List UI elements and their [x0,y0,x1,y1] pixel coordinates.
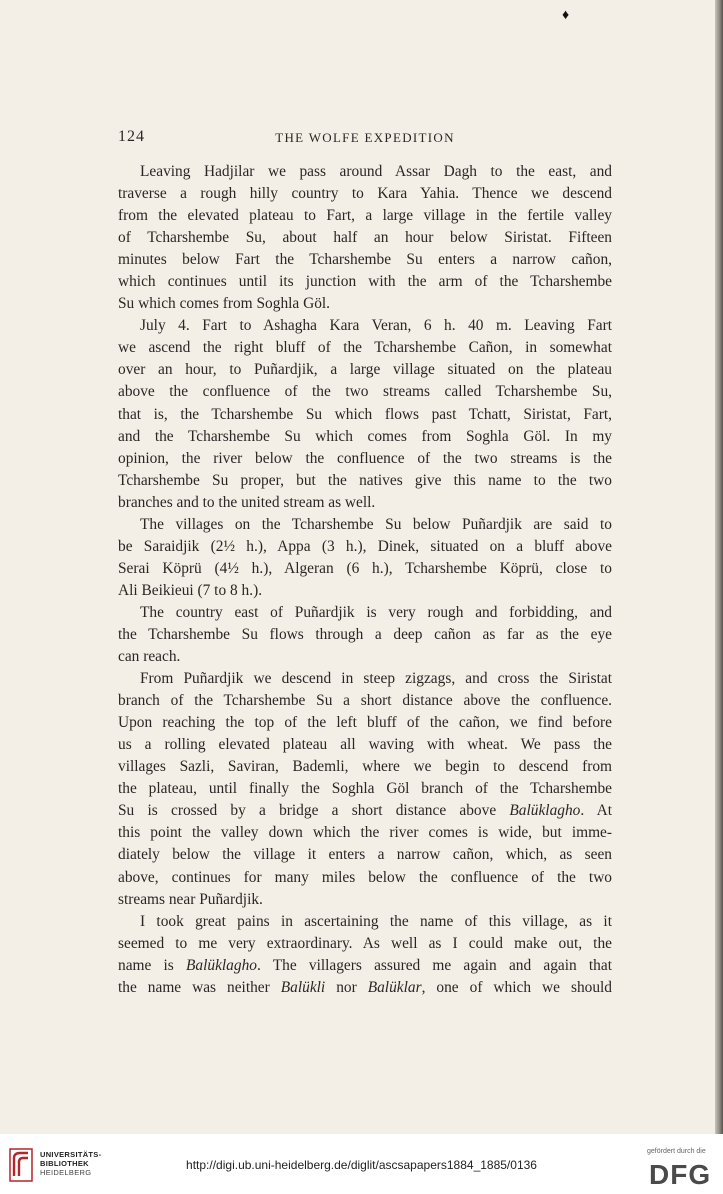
text-line: from the elevated plateau to Fart, a large village in the fertile valley [118,207,612,225]
text-line: villages Sazli, Saviran, Bademli, where we begin to descend from [118,758,612,776]
text-line: Serai Köprü (4½ h.), Algeran (6 h.), Tcharshembe Köprü, close to [118,559,612,577]
text-line: diately below the village it enters a narrow cañon, which, as seen [118,846,612,864]
library-name-line-3: HEIDELBERG [40,1168,92,1177]
text-line: seemed to me very extraordinary. As well as I could make out, the [118,934,612,952]
text-line: above the confluence of the two streams called Tcharshembe Su, [118,383,612,401]
dfg-logo-text: DFG [649,1159,712,1187]
text-line: branch of the Tcharshembe Su a short distance above the confluence. [118,692,612,710]
running-head [118,128,612,150]
funding-note: gefördert durch die [647,1148,706,1155]
paragraph [118,315,612,513]
page-number: 124 [118,128,145,145]
text-line: The country east of Puñardjik is very rough and forbidding, and [140,603,612,621]
text-line: we ascend the right bluff of the Tcharshembe Cañon, in somewhat [118,339,612,357]
text-line: branches and to the united stream as well. [118,493,376,511]
paragraph [118,911,612,999]
paragraph [118,602,612,668]
paragraph [118,514,612,602]
text-line: above, continues for many miles below the confluence of the two [118,868,612,886]
text-line: Tcharshembe Su proper, but the natives give this name to the two [118,471,612,489]
text-line: us a rolling elevated plateau all waving with wheat. We pass the [118,736,612,754]
page-edge-shadow [715,0,723,1134]
text-line: From Puñardjik we descend in steep zigzags, and cross the Siristat [140,670,612,688]
text-line: over an hour, to Puñardjik, a large village situated on the plateau [118,361,612,379]
library-name-line-1: UNIVERSITÄTS- [40,1150,102,1159]
text-line: Ali Beikieui (7 to 8 h.). [118,581,263,599]
paragraph [118,668,612,911]
text-line: the plateau, until finally the Soghla Göl branch of the Tcharshembe [118,780,612,798]
text-line: minutes below Fart the Tcharshembe Su enters a narrow cañon, [118,251,612,269]
text-line: which continues until its junction with the arm of the Tcharshembe [118,273,612,291]
text-line: Su is crossed by a bridge a short distance above Balüklagho. At [118,802,612,820]
text-line: Su which comes from Soghla Göl. [118,295,331,313]
text-line: this point the valley down which the river comes is wide, but imme- [118,824,612,842]
text-line: be Saraidjik (2½ h.), Appa (3 h.), Dinek, situated on a bluff above [118,537,612,555]
paragraph [118,161,612,315]
text-line: of Tcharshembe Su, about half an hour below Siristat. Fifteen [118,229,612,247]
text-line: Upon reaching the top of the left bluff of the cañon, we find before [118,714,612,732]
text-line: traverse a rough hilly country to Kara Yahia. Thence we descend [118,185,612,203]
text-line: and the Tcharshembe Su which comes from Soghla Göl. In my [118,427,612,445]
body-text [118,161,612,999]
dfg-logo-icon[interactable] [648,1159,714,1187]
text-line: name is Balüklagho. The villagers assured me again and again that [118,956,612,974]
text-line: streams near Puñardjik. [118,890,263,908]
text-line: opinion, the river below the confluence of the two streams is the [118,449,612,467]
text-line: can reach. [118,648,181,666]
permalink-url[interactable]: http://digi.ub.uni-heidelberg.de/diglit/ascsapapers1884_1885/0136 [186,1158,537,1172]
library-name-line-2: BIBLIOTHEK [40,1159,89,1168]
text-line: Leaving Hadjilar we pass around Assar Dagh to the east, and [140,163,612,180]
text-line: the name was neither Balükli nor Balüklar, one of which we should [118,978,613,996]
page-mark: ♦ [562,8,570,23]
text-line: that is, the Tcharshembe Su which flows past Tchatt, Siristat, Fart, [118,405,612,423]
text-line: the Tcharshembe Su flows through a deep cañon as far as the eye [118,625,612,643]
text-line: The villages on the Tcharshembe Su below Puñardjik are said to [140,515,612,533]
text-line: I took great pains in ascertaining the name of this village, as it [140,912,612,930]
running-title: THE WOLFE EXPEDITION [275,130,455,145]
text-line: July 4. Fart to Ashagha Kara Veran, 6 h. 40 m. Leaving Fart [140,317,612,335]
